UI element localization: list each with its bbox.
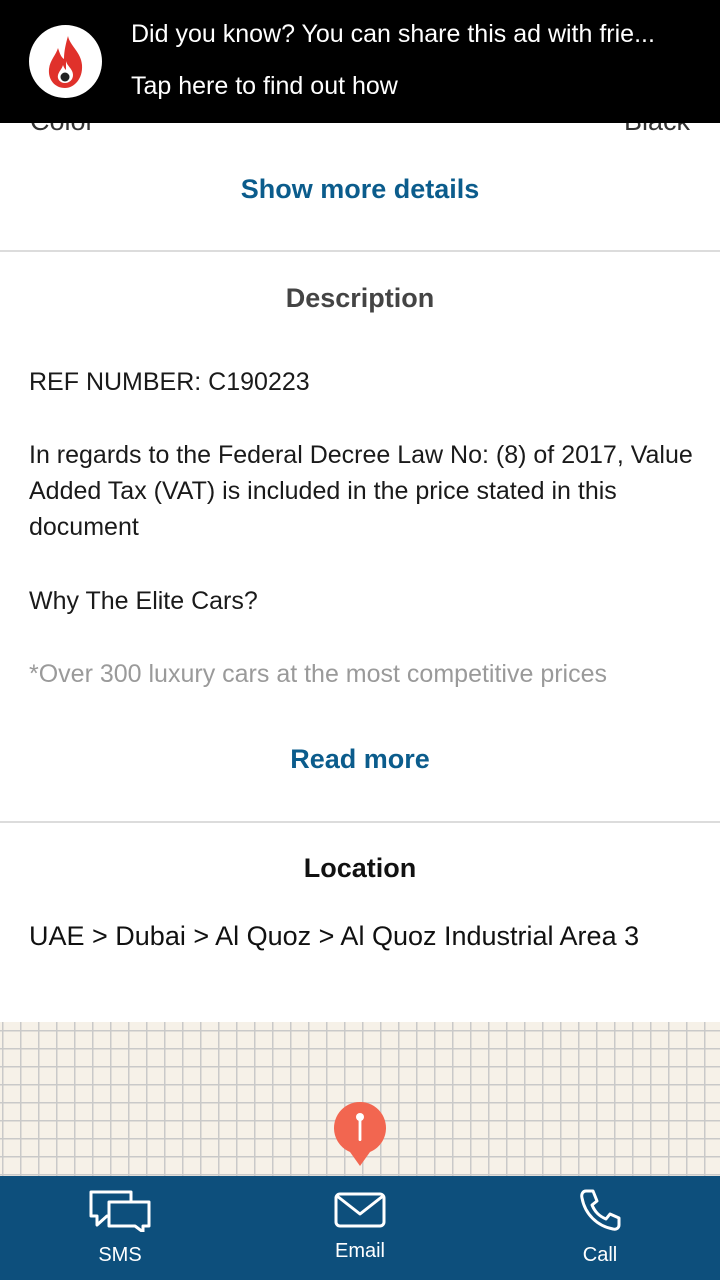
phone-icon xyxy=(578,1188,622,1232)
sms-button[interactable] xyxy=(0,1176,240,1280)
call-button[interactable] xyxy=(480,1176,720,1280)
share-tip-banner[interactable] xyxy=(0,0,720,123)
email-icon xyxy=(334,1192,386,1228)
description-paragraph: In regards to the Federal Decree Law No: (8) of 2017, Value Added Tax (VAT) is included in the price stated in this document xyxy=(29,441,693,541)
divider xyxy=(0,250,720,252)
flame-logo-icon xyxy=(29,25,102,98)
location-path: UAE > Dubai > Al Quoz > Al Quoz Industrial Area 3 xyxy=(29,921,640,951)
sms-icon xyxy=(87,1188,153,1232)
call-label: Call xyxy=(582,1244,618,1266)
sms-label: SMS xyxy=(98,1244,142,1266)
email-button[interactable] xyxy=(240,1176,480,1280)
description-title: Description xyxy=(285,283,435,313)
contact-action-bar xyxy=(0,1176,720,1280)
description-paragraph: Why The Elite Cars? xyxy=(29,587,258,615)
email-label: Email xyxy=(334,1240,385,1262)
divider xyxy=(0,821,720,823)
location-title: Location xyxy=(303,853,417,883)
location-map[interactable] xyxy=(0,1022,720,1178)
read-more-link[interactable]: Read more xyxy=(290,744,430,774)
banner-title: Did you know? You can share this ad with frie... xyxy=(131,20,655,48)
map-pin-icon xyxy=(332,1102,388,1168)
description-paragraph-faded: *Over 300 luxury cars at the most competitive prices xyxy=(29,660,608,688)
banner-subtitle: Tap here to find out how xyxy=(131,72,398,100)
show-more-details-link[interactable]: Show more details xyxy=(240,174,480,204)
description-paragraph: REF NUMBER: C190223 xyxy=(29,368,310,396)
